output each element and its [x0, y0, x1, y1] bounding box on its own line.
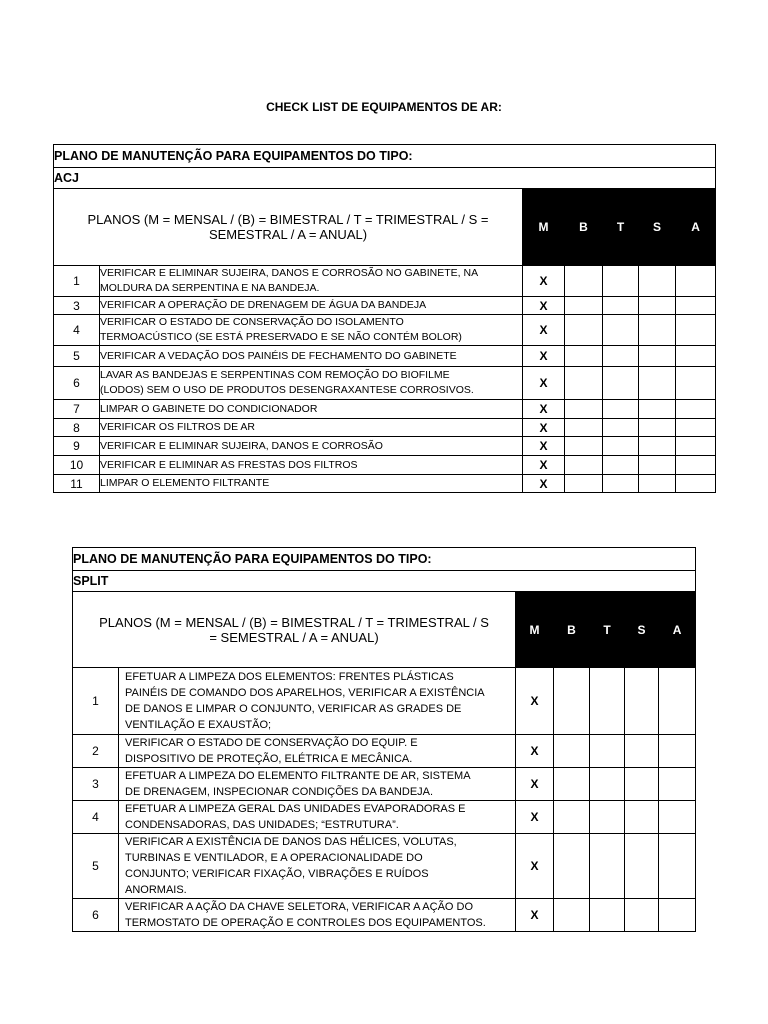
planos-legend-line: PLANOS (M = MENSAL / (B) = BIMESTRAL / T = TRIMESTRAL / S =: [87, 212, 489, 227]
column-header-b: B: [554, 592, 590, 668]
table-row: [73, 899, 696, 932]
item-description: [100, 315, 523, 346]
description-line: VERIFICAR O ESTADO DE CONSERVAÇÃO DO ISOLAMENTO: [100, 316, 404, 328]
frequency-cell-m: X: [523, 419, 565, 437]
frequency-cell-a: [676, 315, 716, 346]
frequency-cell-a: [659, 768, 696, 801]
column-header-t: T: [603, 189, 639, 266]
frequency-cell-s: [639, 315, 676, 346]
description-line: EFETUAR A LIMPEZA DOS ELEMENTOS: FRENTES PLÁSTICAS: [125, 671, 454, 683]
frequency-cell-t: [603, 346, 639, 367]
frequency-cell-b: [554, 899, 590, 932]
frequency-cell-m: X: [516, 668, 554, 735]
column-header-a: A: [676, 189, 716, 266]
frequency-cell-b: [565, 346, 603, 367]
frequency-cell-t: [590, 768, 625, 801]
item-description: [119, 768, 516, 801]
frequency-cell-t: [603, 400, 639, 419]
item-number: 1: [73, 668, 119, 735]
frequency-cell-s: [639, 266, 676, 297]
frequency-cell-s: [625, 668, 659, 735]
frequency-cell-s: [639, 475, 676, 493]
frequency-cell-b: [554, 801, 590, 834]
frequency-cell-b: [554, 668, 590, 735]
table-row: [73, 801, 696, 834]
item-description: [100, 297, 523, 315]
table-row: [54, 456, 716, 475]
column-header-s: S: [639, 189, 676, 266]
description-line: VERIFICAR E ELIMINAR SUJEIRA, DANOS E CORROSÃO: [100, 439, 383, 452]
frequency-cell-m: X: [516, 768, 554, 801]
frequency-cell-t: [603, 266, 639, 297]
item-number: 6: [54, 367, 100, 400]
description-line: VERIFICAR OS FILTROS DE AR: [100, 421, 255, 433]
description-line: TERMOACÚSTICO (SE ESTÁ PRESERVADO E SE NÃO CONTÉM BOLOR): [100, 331, 462, 343]
item-number: 8: [54, 419, 100, 437]
table-row: [54, 400, 716, 419]
description-line: VERIFICAR E ELIMINAR SUJEIRA, DANOS E CORROSÃO NO GABINETE, NA: [100, 267, 479, 279]
frequency-cell-t: [590, 735, 625, 768]
item-number: 7: [54, 400, 100, 419]
frequency-cell-a: [676, 419, 716, 437]
frequency-cell-a: [676, 475, 716, 493]
frequency-cell-a: [676, 297, 716, 315]
frequency-cell-a: [676, 400, 716, 419]
frequency-cell-t: [603, 315, 639, 346]
description-line: VERIFICAR A AÇÃO DA CHAVE SELETORA, VERIFICAR A AÇÃO DO: [125, 901, 474, 913]
frequency-cell-b: [565, 419, 603, 437]
frequency-cell-a: [659, 801, 696, 834]
planos-legend-line: PLANOS (M = MENSAL / (B) = BIMESTRAL / T = TRIMESTRAL / S: [99, 614, 489, 630]
table-row: [54, 475, 716, 493]
table-row: [73, 668, 696, 735]
document-title: CHECK LIST DE EQUIPAMENTOS DE AR:: [266, 100, 502, 114]
frequency-cell-t: [603, 297, 639, 315]
description-line: VERIFICAR A EXISTÊNCIA DE DANOS DAS HÉLICES, VOLUTAS,: [125, 836, 457, 848]
frequency-cell-a: [676, 437, 716, 456]
frequency-cell-t: [603, 475, 639, 493]
column-header-m: M: [523, 189, 565, 266]
frequency-cell-m: X: [523, 315, 565, 346]
description-line: TURBINAS E VENTILADOR, E A OPERACIONALIDADE DO: [125, 852, 423, 864]
item-description: [119, 735, 516, 768]
description-line: CONJUNTO; VERIFICAR FIXAÇÃO, VIBRAÇÕES E RUÍDOS: [125, 868, 429, 880]
description-line: EFETUAR A LIMPEZA GERAL DAS UNIDADES EVAPORADORAS E: [125, 803, 466, 815]
item-number: 6: [73, 899, 119, 932]
column-header-b: B: [565, 189, 603, 266]
frequency-cell-t: [590, 668, 625, 735]
frequency-cell-a: [676, 456, 716, 475]
frequency-cell-m: X: [523, 346, 565, 367]
frequency-cell-a: [659, 668, 696, 735]
frequency-cell-b: [554, 735, 590, 768]
table-row: [54, 315, 716, 346]
frequency-cell-b: [565, 315, 603, 346]
item-number: 3: [73, 768, 119, 801]
item-number: 9: [54, 437, 100, 456]
table-row: [54, 266, 716, 297]
description-line: MOLDURA DA SERPENTINA E NA BANDEJA.: [100, 282, 320, 294]
acj-rows: [54, 266, 716, 493]
frequency-cell-b: [565, 475, 603, 493]
frequency-cell-b: [565, 297, 603, 315]
item-number: 5: [54, 346, 100, 367]
frequency-cell-s: [639, 297, 676, 315]
frequency-cell-m: X: [523, 367, 565, 400]
frequency-cell-t: [590, 834, 625, 899]
column-header-s: S: [625, 592, 659, 668]
frequency-cell-b: [565, 266, 603, 297]
item-description: [100, 346, 523, 367]
item-description: [100, 367, 523, 400]
frequency-cell-s: [625, 834, 659, 899]
item-number: 5: [73, 834, 119, 899]
description-line: LIMPAR O ELEMENTO FILTRANTE: [100, 477, 270, 489]
item-number: 3: [54, 297, 100, 315]
frequency-cell-t: [590, 801, 625, 834]
frequency-cell-t: [603, 456, 639, 475]
maintenance-table-acj: [53, 144, 716, 493]
frequency-cell-m: X: [523, 297, 565, 315]
frequency-cell-m: X: [523, 400, 565, 419]
frequency-cell-s: [625, 735, 659, 768]
description-line: TERMOSTATO DE OPERAÇÃO E CONTROLES DOS EQUIPAMENTOS.: [125, 917, 486, 929]
frequency-cell-m: X: [516, 801, 554, 834]
planos-legend-line: SEMESTRAL / A = ANUAL): [208, 227, 368, 242]
column-header-t: T: [590, 592, 625, 668]
description-line: PAINÉIS DE COMANDO DOS APARELHOS, VERIFICAR A EXISTÊNCIA: [125, 687, 485, 699]
description-line: DISPOSITIVO DE PROTEÇÃO, ELÉTRICA E MECÂNICA.: [125, 753, 413, 765]
frequency-cell-s: [639, 346, 676, 367]
item-description: [100, 419, 523, 437]
frequency-cell-b: [565, 456, 603, 475]
frequency-cell-a: [676, 266, 716, 297]
frequency-cell-s: [639, 367, 676, 400]
item-description: [119, 899, 516, 932]
frequency-cell-s: [625, 899, 659, 932]
frequency-cell-a: [659, 834, 696, 899]
description-line: DE DRENAGEM, INSPECIONAR CONDIÇÕES DA BANDEJA.: [125, 786, 434, 798]
planos-legend-line: = SEMESTRAL / A = ANUAL): [209, 629, 379, 645]
table-heading: PLANO DE MANUTENÇÃO PARA EQUIPAMENTOS DO TIPO:: [73, 548, 696, 571]
item-description: [100, 266, 523, 297]
item-description: [100, 437, 523, 456]
maintenance-table-split: [72, 547, 696, 932]
item-description: [100, 456, 523, 475]
description-line: VERIFICAR E ELIMINAR AS FRESTAS DOS FILTROS: [100, 458, 358, 471]
table-row: [54, 346, 716, 367]
frequency-cell-m: X: [516, 899, 554, 932]
table-heading: PLANO DE MANUTENÇÃO PARA EQUIPAMENTOS DO TIPO:: [54, 145, 716, 168]
frequency-cell-a: [659, 899, 696, 932]
frequency-cell-b: [565, 367, 603, 400]
description-line: CONDENSADORAS, DAS UNIDADES; “ESTRUTURA”.: [125, 819, 399, 831]
frequency-cell-m: X: [516, 834, 554, 899]
frequency-cell-t: [603, 419, 639, 437]
frequency-cell-a: [659, 735, 696, 768]
planos-legend: [54, 189, 523, 266]
item-number: 4: [54, 315, 100, 346]
description-line: VERIFICAR A OPERAÇÃO DE DRENAGEM DE ÁGUA DA BANDEJA: [100, 299, 427, 311]
table-row: [54, 297, 716, 315]
equipment-type: ACJ: [54, 168, 716, 189]
table-row: [73, 834, 696, 899]
frequency-cell-b: [554, 768, 590, 801]
table-row: [73, 768, 696, 801]
frequency-cell-s: [639, 400, 676, 419]
table-row: [54, 437, 716, 456]
item-description: [100, 400, 523, 419]
description-line: VERIFICAR A VEDAÇÃO DOS PAINÉIS DE FECHAMENTO DO GABINETE: [100, 349, 457, 362]
item-number: 10: [54, 456, 100, 475]
equipment-type: SPLIT: [73, 571, 696, 592]
description-line: EFETUAR A LIMPEZA DO ELEMENTO FILTRANTE DE AR, SISTEMA: [125, 770, 471, 782]
table-row: [73, 735, 696, 768]
frequency-cell-b: [565, 400, 603, 419]
item-number: 11: [54, 475, 100, 493]
description-line: VENTILAÇÃO E EXAUSTÃO;: [125, 719, 272, 731]
description-line: (LODOS) SEM O USO DE PRODUTOS DESENGRAXANTESE CORROSIVOS.: [100, 384, 474, 396]
frequency-cell-t: [590, 899, 625, 932]
frequency-cell-a: [676, 367, 716, 400]
item-number: 1: [54, 266, 100, 297]
description-line: LAVAR AS BANDEJAS E SERPENTINAS COM REMOÇÃO DO BIOFILME: [100, 369, 450, 381]
frequency-cell-t: [603, 367, 639, 400]
item-description: [100, 475, 523, 493]
description-line: ANORMAIS.: [125, 884, 187, 896]
item-description: [119, 668, 516, 735]
frequency-cell-b: [565, 437, 603, 456]
frequency-cell-s: [639, 456, 676, 475]
frequency-cell-b: [554, 834, 590, 899]
item-description: [119, 834, 516, 899]
frequency-cell-m: X: [523, 456, 565, 475]
frequency-cell-a: [676, 346, 716, 367]
frequency-cell-s: [625, 768, 659, 801]
frequency-cell-m: X: [516, 735, 554, 768]
frequency-cell-s: [625, 801, 659, 834]
column-header-a: A: [659, 592, 696, 668]
frequency-cell-s: [639, 419, 676, 437]
frequency-cell-t: [603, 437, 639, 456]
table-row: [54, 367, 716, 400]
frequency-cell-s: [639, 437, 676, 456]
split-rows: [73, 668, 696, 932]
table-row: [54, 419, 716, 437]
description-line: VERIFICAR O ESTADO DE CONSERVAÇÃO DO EQUIP. E: [125, 737, 418, 749]
frequency-cell-m: X: [523, 475, 565, 493]
description-line: DE DANOS E LIMPAR O CONJUNTO, VERIFICAR AS GRADES DE: [125, 703, 462, 715]
planos-legend: [73, 592, 516, 668]
item-number: 2: [73, 735, 119, 768]
frequency-cell-m: X: [523, 437, 565, 456]
description-line: LIMPAR O GABINETE DO CONDICIONADOR: [100, 402, 318, 415]
frequency-cell-m: X: [523, 266, 565, 297]
item-description: [119, 801, 516, 834]
item-number: 4: [73, 801, 119, 834]
column-header-m: M: [516, 592, 554, 668]
